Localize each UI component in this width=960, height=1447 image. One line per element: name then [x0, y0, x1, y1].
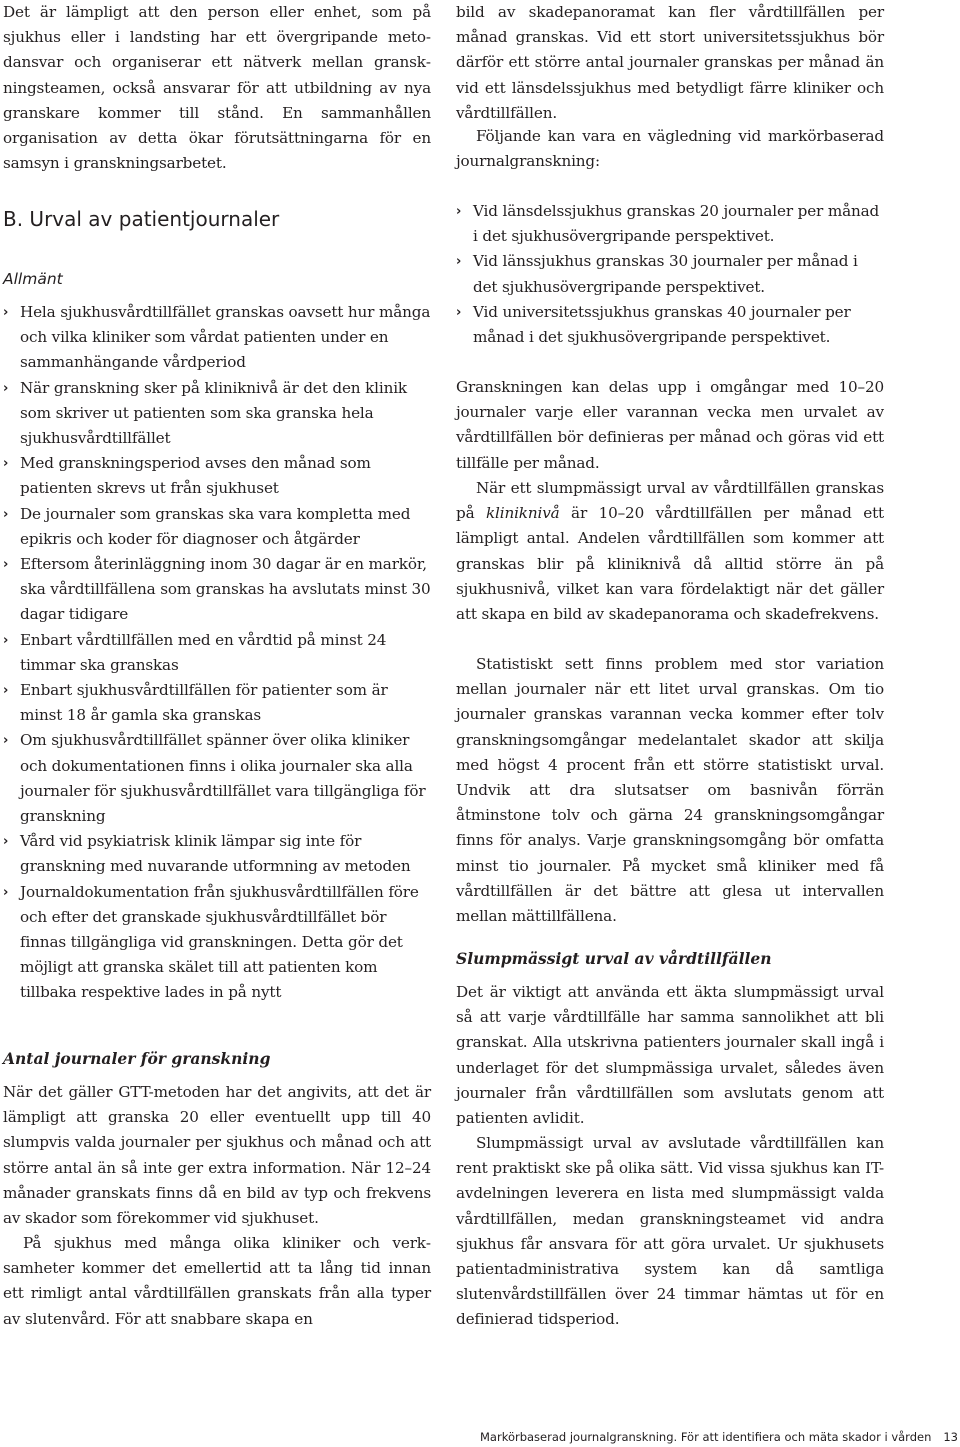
guidance-bullet-list	[456, 199, 884, 350]
list-item: › Enbart vårdtillfällen med en vårdtid på minst 24 timmar ska granskas	[3, 628, 431, 678]
chevron-right-icon: ›	[3, 683, 9, 699]
chevron-right-icon: ›	[3, 506, 9, 522]
subheading-random: Slumpmässigt urval av vårdtillfällen	[456, 949, 772, 968]
list-item: › Hela sjukhusvårdtillfället granskas oavsett hur många och vilka kliniker som vårdat patienten under en sammanhängande vårdperiod	[3, 300, 431, 376]
chevron-right-icon: ›	[3, 884, 9, 900]
list-item: › När granskning sker på kliniknivå är det den klinik som skriver ut patienten som ska granska hela sjukhusvårdtillfället	[3, 376, 431, 452]
statistics-paragraph: Statistiskt sett finns problem med stor variation mellan journaler när ett litet urval granskas. Om tio journaler granskas varannan vecka kommer efter tolv granskningsomgångar medelantalet skador att skilja med högst 4 procent från ett större statistiskt urval. Undvik att dra slutsatser om basnivån förrän åtminstone tolv och gärna 24 granskningsomgångar finns för analys. Varje granskningsomgång bör omfatta minst tio journaler. På mycket små kliniker med få vårdtillfällen är det bättre att glesa ut intervallen mellan mättillfällena.	[456, 655, 884, 926]
list-item: › Vid länssjukhus granskas 30 journaler per månad i det sjukhusövergripande perspektivet.	[456, 249, 884, 299]
rounds-paragraph: Granskningen kan delas upp i omgångar med 10–20 journaler varje eller varannan vecka men urvalet av vårdtillfällen bör definieras per månad och göras vid ett tillfälle per månad.	[456, 378, 884, 472]
list-item: › Enbart sjukhusvårdtillfällen för patienter som är minst 18 år gamla ska granskas	[3, 678, 431, 728]
page-footer	[0, 1430, 960, 1444]
chevron-right-icon: ›	[456, 304, 462, 320]
random-paragraph-1: Det är viktigt att använda ett äkta slumpmässigt urval så att varje vårdtillfälle har samma sannolikhet att bli granskat. Alla utskrivna patienters journaler skall ingå i underlaget för det slumpmässiga urvalet, således även journaler från vårdtillfällen som avslutats genom att patienten avlidit.	[456, 983, 884, 1128]
list-item: › Om sjukhusvårdtillfället spänner över olika kliniker och dokumentationen finns i olika journaler ska alla journaler för sjukhusvårdtillfället vara tillgängliga för granskning	[3, 728, 431, 829]
chevron-right-icon: ›	[3, 834, 9, 850]
intro-paragraph: Det är lämpligt att den person eller enhet, som på sjukhus eller i landsting har ett övergripande metodansvar och organiserar ett nätverk mellan granskningsteamen, också ansvarar för att utbildning av nya granskare kommer till stånd. En sammanhållen organisation av detta ökar förutsättningarna för en samsyn i granskningsarbetet.	[3, 3, 431, 173]
chevron-right-icon: ›	[3, 380, 9, 396]
chevron-right-icon: ›	[456, 204, 462, 219]
chevron-right-icon: ›	[3, 557, 9, 573]
general-bullet-list	[3, 300, 431, 1006]
count-paragraph-1: När det gäller GTT-metoden har det angivits, att det är lämpligt att granska 20 eller eventuellt upp till 40 slumpvis valda journaler per sjukhus och månad och att större antal än så inte ger extra information. När 12–24 månader granskats finns då en bild av typ och frekvens av skador som förekommer vid sjukhuset.	[3, 1083, 431, 1228]
running-title: Markörbaserad journalgranskning. För att identifiera och mäta skador i vården	[480, 1430, 932, 1444]
chevron-right-icon: ›	[3, 632, 9, 648]
list-item: › Vid universitetssjukhus granskas 40 journaler per månad i det sjukhusövergripande perspektivet.	[456, 300, 884, 350]
count-paragraph-2: På sjukhus med många olika kliniker och verksamheter kommer det emellertid att ta lång tid innan ett rimligt antal vårdtillfällen granskats från alla typer av slutenvård. För att snabbare skapa en	[3, 1234, 431, 1328]
list-item: › De journaler som granskas ska vara kompletta med epikris och koder för diagnoser och åtgärder	[3, 502, 431, 552]
continued-paragraph: bild av skadepanoramat kan fler vårdtillfällen per månad granskas. Vid ett stort universitetssjukhus bör därför ett större antal journaler granskas per månad än vid ett länsdelssjukhus med betydligt färre kliniker och vårdtillfällen.	[456, 3, 884, 122]
chevron-right-icon: ›	[3, 305, 9, 320]
subheading-general: Allmänt	[3, 270, 63, 288]
chevron-right-icon: ›	[3, 733, 9, 749]
random-paragraph-2: Slumpmässigt urval av avslutade vårdtillfällen kan rent praktiskt ske på olika sätt. Vid vissa sjukhus kan IT-avdelningen leverera en lista med slumpmässigt valda vårdtillfällen, medan granskningsteamet vid andra sjukhus får ansvara för att göra urvalet. Ur sjukhusets patientadministrativa system kan då samtliga slutenvårdstillfällen över 24 timmar hämtas ut för en definierad tidsperiod.	[456, 1134, 884, 1329]
clinic-paragraph: När ett slumpmässigt urval av vårdtillfällen granskas på kliniknivå är 10–20 vårdtillfällen per månad ett lämpligt antal. Andelen vårdtillfällen som kommer att granskas blir på kliniknivå då alltid större än på sjukhusnivå, vilket kan vara fördelaktigt när det gäller att skapa en bild av skadepanorama och skadefrekvens.	[456, 479, 884, 624]
list-item: › Vård vid psykiatrisk klinik lämpar sig inte för granskning med nuvarande utformning av metoden	[3, 829, 431, 879]
page-number: 13	[943, 1430, 958, 1444]
chevron-right-icon: ›	[3, 456, 9, 472]
emphasis-kliniknivå: kliniknivå	[486, 504, 560, 523]
list-item: › Eftersom återinläggning inom 30 dagar är en markör, ska vårdtillfällena som granskas ha avslutats minst 30 dagar tidigare	[3, 552, 431, 628]
list-item: › Med granskningsperiod avses den månad som patienten skrevs ut från sjukhuset	[3, 451, 431, 501]
list-item: › Vid länsdelssjukhus granskas 20 journaler per månad i det sjukhusövergripande perspektivet.	[456, 199, 884, 249]
guidance-intro: Följande kan vara en vägledning vid markörbaserad journalgranskning:	[456, 127, 884, 171]
chevron-right-icon: ›	[456, 254, 462, 270]
list-item: › Journaldokumentation från sjukhusvårdtillfällen före och efter det granskade sjukhusvårdtillfället bör finnas tillgängliga vid granskningen. Detta gör det möjligt att granska skälet till att patienten kom tillbaka respektive lades in på nytt	[3, 880, 431, 1006]
section-heading: B. Urval av patientjournaler	[3, 207, 280, 231]
subheading-count: Antal journaler för granskning	[3, 1049, 271, 1068]
